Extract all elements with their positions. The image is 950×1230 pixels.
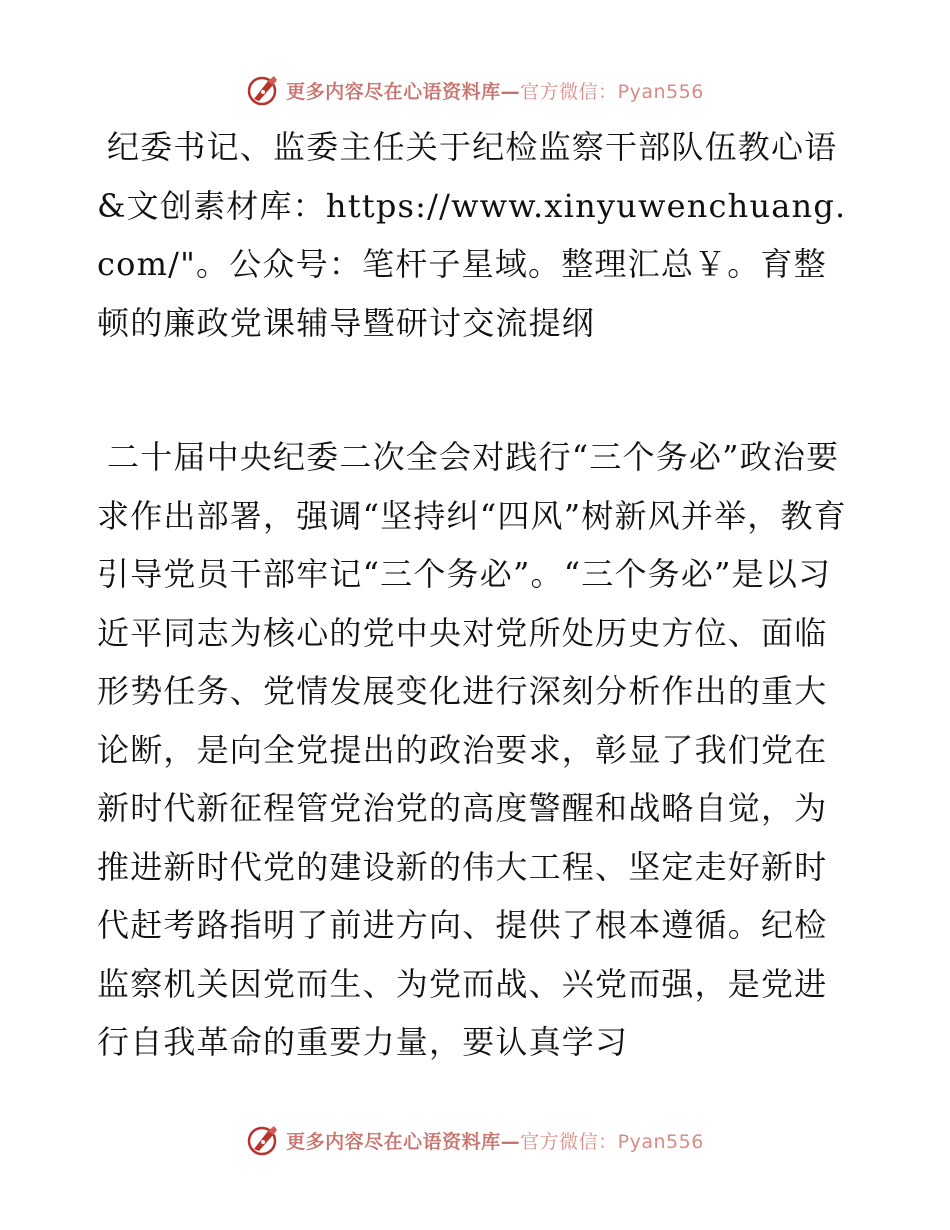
banner-wechat-text: 官方微信：Pyan556 [520, 1130, 704, 1153]
banner-text [286, 1127, 704, 1154]
banner-dash: — [500, 80, 521, 103]
paragraph-title: 纪委书记、监委主任关于纪检监察干部队伍教心语&文创素材库：https://www.xinyuwenchuang.com/"。公众号：笔杆子星域。整理汇总￥。育整顿的廉政党课辅导暨研讨交流提纲 [97, 128, 847, 342]
paragraph-body: 二十届中央纪委二次全会对践行“三个务必”政治要求作出部署，强调“坚持纠“四风”树新风并举，教育引导党员干部牢记“三个务必”。“三个务必”是以习近平同志为核心的党中央对党所处历史方位、面临形势任务、党情发展变化进行深刻分析作出的重大论断，是向全党提出的政治要求，彰显了我们党在新时代新征程管党治党的高度警醒和战略自觉，为推进新时代党的建设新的伟大工程、坚定走好新时代赶考路指明了前进方向、提供了根本遵循。纪检监察机关因党而生、为党而战、兴党而强，是党进行自我革命的重要力量，要认真学习 [97, 438, 847, 1061]
banner-text [286, 77, 704, 104]
banner-main-text: 更多内容尽在心语资料库 [286, 1130, 501, 1153]
footer-watermark-banner [0, 1120, 950, 1160]
pen-nib-logo-icon [246, 1123, 280, 1157]
banner-wechat-text: 官方微信：Pyan556 [520, 80, 704, 103]
banner-main-text: 更多内容尽在心语资料库 [286, 80, 501, 103]
banner-dash: — [500, 1130, 521, 1153]
header-watermark-banner [0, 70, 950, 110]
pen-nib-logo-icon [246, 73, 280, 107]
